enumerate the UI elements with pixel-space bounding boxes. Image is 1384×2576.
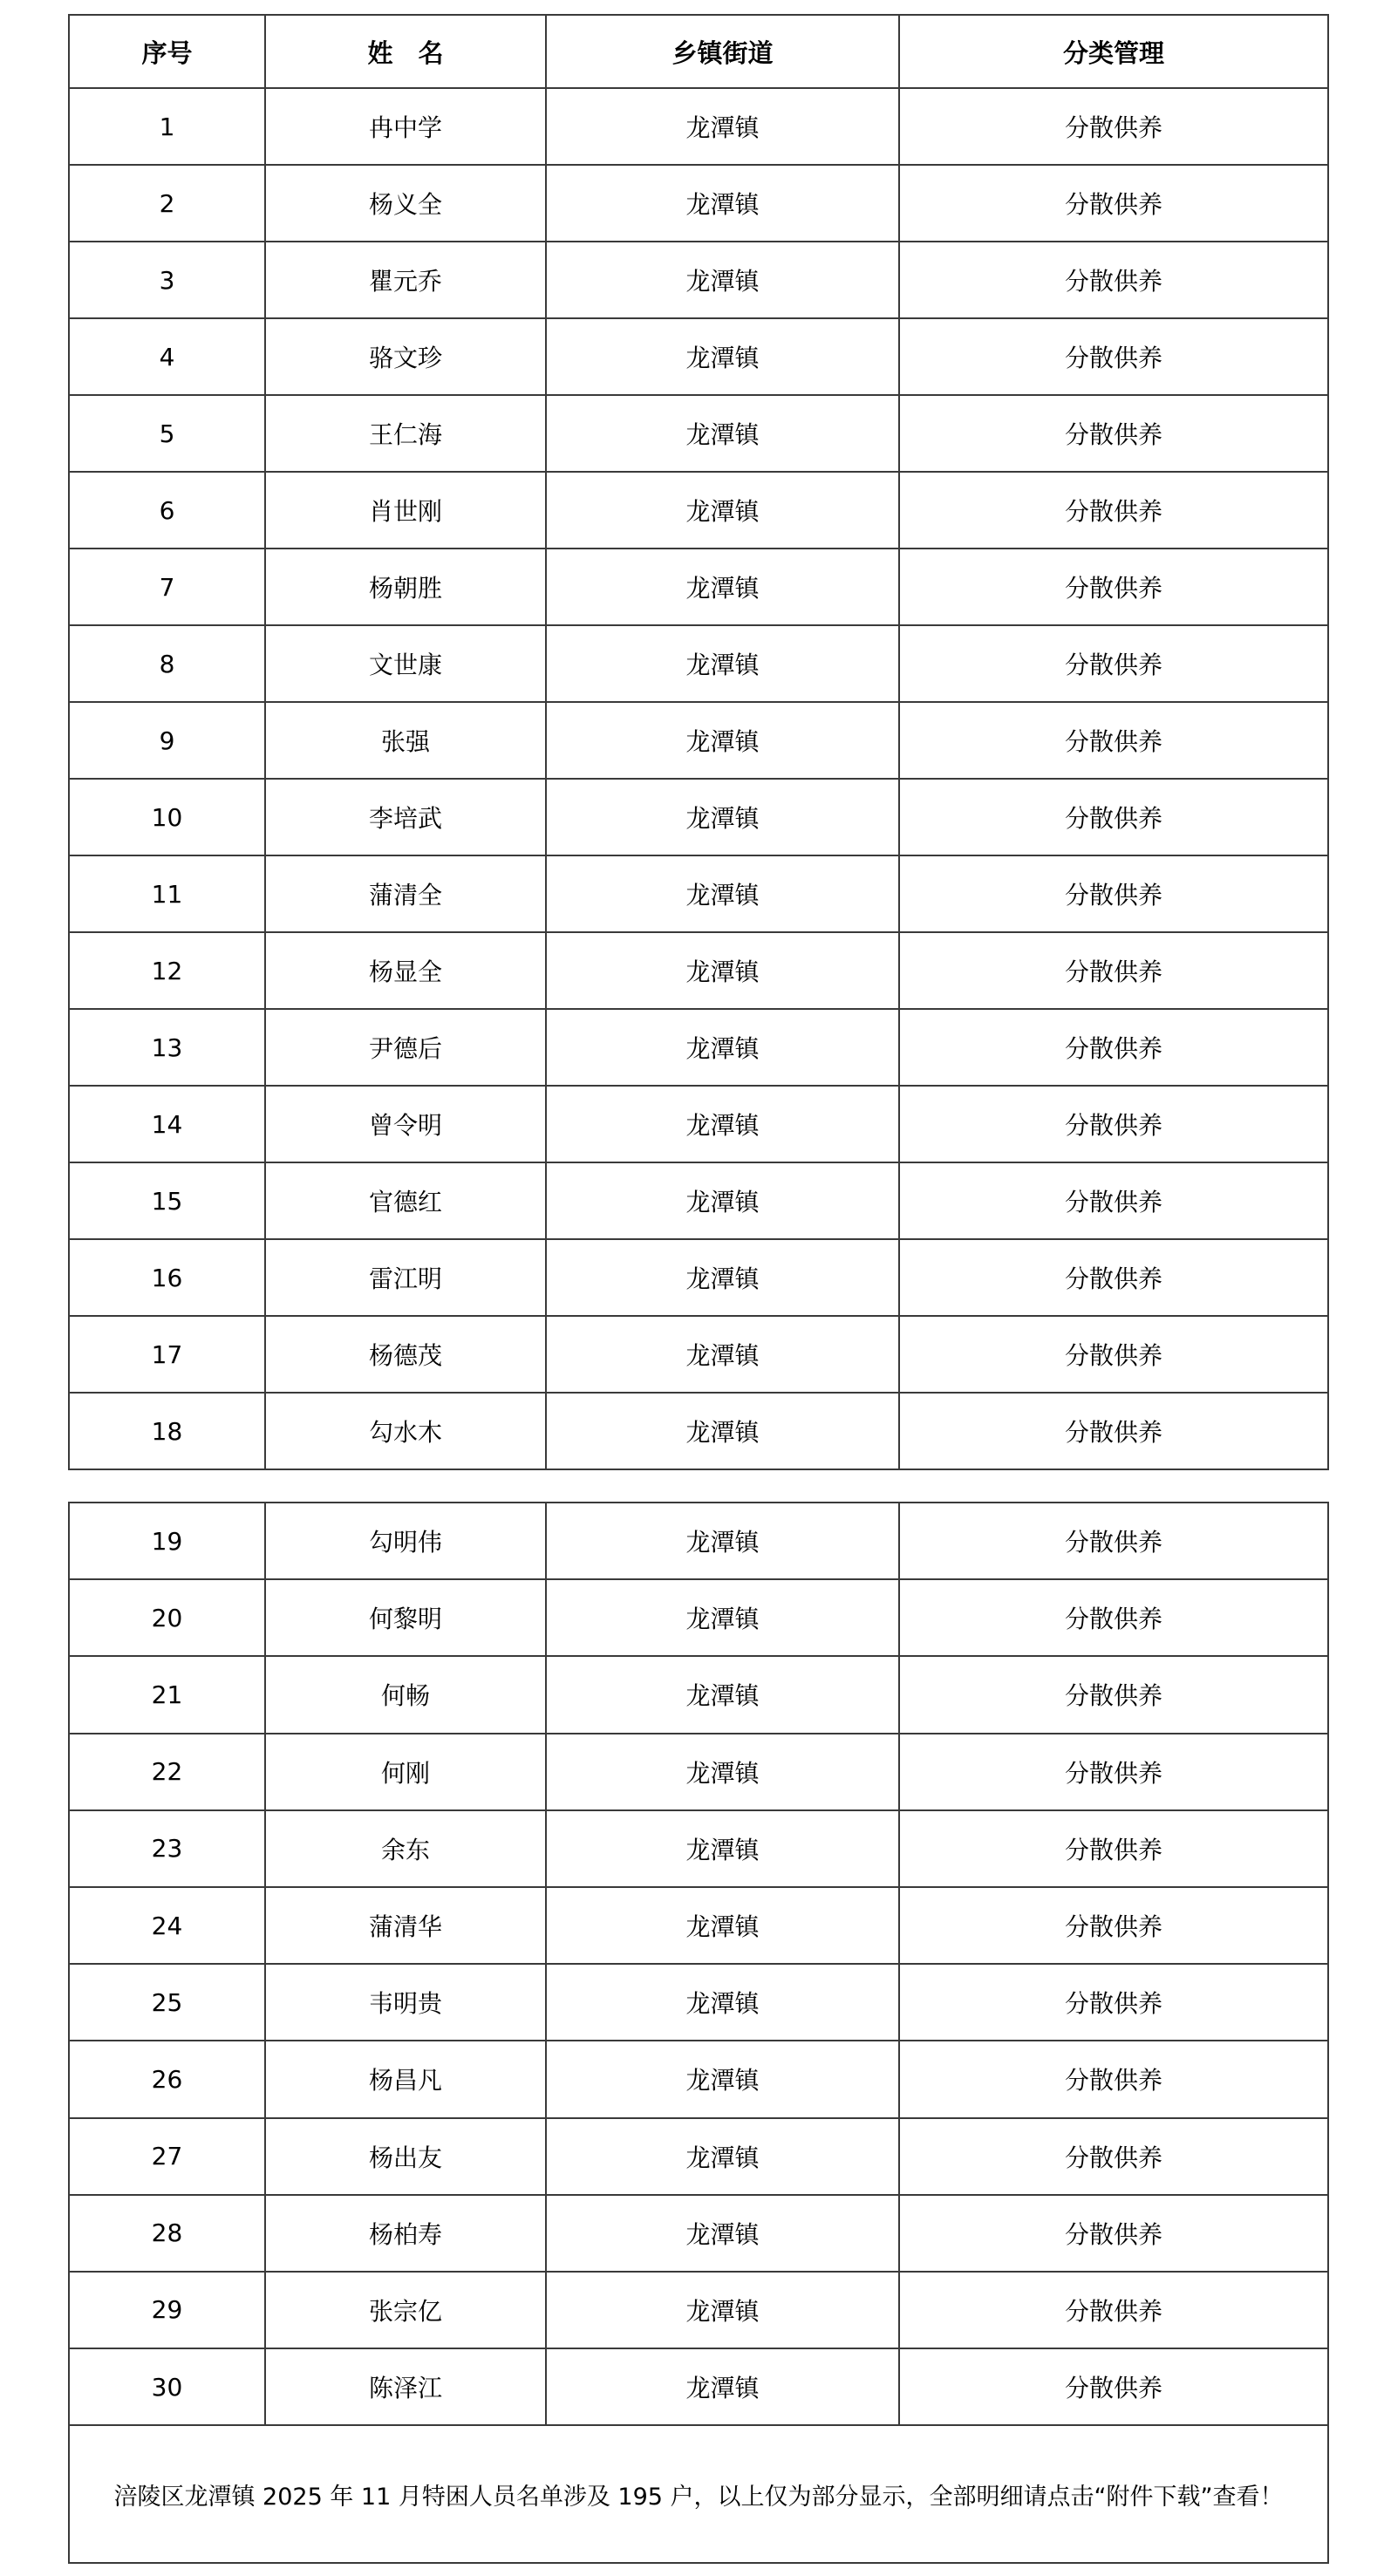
cell-name: 杨德茂 (265, 1316, 546, 1393)
cell-category: 分散供养 (899, 1964, 1328, 2041)
cell-index: 18 (69, 1393, 265, 1469)
cell-index: 7 (69, 549, 265, 625)
cell-category: 分散供养 (899, 472, 1328, 549)
cell-name: 瞿元乔 (265, 242, 546, 318)
cell-index: 12 (69, 932, 265, 1009)
table-row (69, 2041, 1328, 2117)
cell-town: 龙潭镇 (546, 1887, 899, 1964)
table-row (69, 702, 1328, 779)
table-row (69, 472, 1328, 549)
cell-name: 官德红 (265, 1162, 546, 1239)
cell-name: 杨出友 (265, 2118, 546, 2195)
cell-index: 26 (69, 2041, 265, 2117)
table-row (69, 1316, 1328, 1393)
table-row (69, 1239, 1328, 1316)
cell-town: 龙潭镇 (546, 2272, 899, 2348)
cell-index: 22 (69, 1734, 265, 1810)
footnote-row (69, 2425, 1328, 2563)
cell-category: 分散供养 (899, 855, 1328, 932)
cell-town: 龙潭镇 (546, 1239, 899, 1316)
cell-town: 龙潭镇 (546, 2348, 899, 2425)
cell-index: 1 (69, 88, 265, 165)
cell-town: 龙潭镇 (546, 1503, 899, 1579)
cell-name: 杨显全 (265, 932, 546, 1009)
table-row (69, 88, 1328, 165)
cell-town: 龙潭镇 (546, 932, 899, 1009)
table-row (69, 932, 1328, 1009)
cell-category: 分散供养 (899, 88, 1328, 165)
table-row (69, 1162, 1328, 1239)
cell-category: 分散供养 (899, 1810, 1328, 1887)
table-row (69, 1393, 1328, 1469)
cell-name: 肖世刚 (265, 472, 546, 549)
cell-category: 分散供养 (899, 625, 1328, 702)
table-row (69, 242, 1328, 318)
cell-name: 勾明伟 (265, 1503, 546, 1579)
cell-town: 龙潭镇 (546, 1393, 899, 1469)
cell-index: 21 (69, 1656, 265, 1733)
cell-index: 4 (69, 318, 265, 395)
cell-town: 龙潭镇 (546, 88, 899, 165)
cell-name: 何畅 (265, 1656, 546, 1733)
cell-index: 19 (69, 1503, 265, 1579)
cell-town: 龙潭镇 (546, 1964, 899, 2041)
cell-name: 蒲清华 (265, 1887, 546, 1964)
cell-name: 骆文珍 (265, 318, 546, 395)
cell-index: 2 (69, 165, 265, 242)
header-index: 序号 (69, 15, 265, 88)
cell-town: 龙潭镇 (546, 1734, 899, 1810)
cell-town: 龙潭镇 (546, 625, 899, 702)
header-name: 姓 名 (265, 15, 546, 88)
cell-name: 张宗亿 (265, 2272, 546, 2348)
table-row (69, 2272, 1328, 2348)
table-header-row (69, 15, 1328, 88)
table-row (69, 1503, 1328, 1579)
cell-index: 25 (69, 1964, 265, 2041)
cell-name: 杨义全 (265, 165, 546, 242)
cell-name: 张强 (265, 702, 546, 779)
cell-town: 龙潭镇 (546, 1162, 899, 1239)
cell-index: 3 (69, 242, 265, 318)
cell-index: 28 (69, 2195, 265, 2272)
cell-name: 勾水木 (265, 1393, 546, 1469)
cell-town: 龙潭镇 (546, 2041, 899, 2117)
cell-town: 龙潭镇 (546, 2195, 899, 2272)
cell-index: 29 (69, 2272, 265, 2348)
cell-index: 24 (69, 1887, 265, 1964)
cell-town: 龙潭镇 (546, 702, 899, 779)
cell-category: 分散供养 (899, 242, 1328, 318)
table-row (69, 318, 1328, 395)
cell-town: 龙潭镇 (546, 779, 899, 855)
cell-category: 分散供养 (899, 2195, 1328, 2272)
table-row (69, 165, 1328, 242)
cell-town: 龙潭镇 (546, 1316, 899, 1393)
cell-town: 龙潭镇 (546, 2118, 899, 2195)
cell-category: 分散供养 (899, 1239, 1328, 1316)
cell-category: 分散供养 (899, 1734, 1328, 1810)
cell-category: 分散供养 (899, 2272, 1328, 2348)
table-row (69, 549, 1328, 625)
cell-category: 分散供养 (899, 1316, 1328, 1393)
cell-category: 分散供养 (899, 1579, 1328, 1656)
cell-name: 王仁海 (265, 395, 546, 472)
cell-category: 分散供养 (899, 165, 1328, 242)
cell-category: 分散供养 (899, 1887, 1328, 1964)
cell-name: 雷江明 (265, 1239, 546, 1316)
cell-category: 分散供养 (899, 1503, 1328, 1579)
table-row (69, 395, 1328, 472)
table-row (69, 1579, 1328, 1656)
cell-name: 冉中学 (265, 88, 546, 165)
table-row (69, 2118, 1328, 2195)
cell-name: 蒲清全 (265, 855, 546, 932)
table-row (69, 2348, 1328, 2425)
cell-town: 龙潭镇 (546, 472, 899, 549)
cell-index: 23 (69, 1810, 265, 1887)
table-row (69, 625, 1328, 702)
cell-name: 李培武 (265, 779, 546, 855)
cell-name: 杨朝胜 (265, 549, 546, 625)
cell-index: 17 (69, 1316, 265, 1393)
header-category: 分类管理 (899, 15, 1328, 88)
cell-town: 龙潭镇 (546, 1810, 899, 1887)
cell-category: 分散供养 (899, 549, 1328, 625)
cell-index: 11 (69, 855, 265, 932)
cell-index: 10 (69, 779, 265, 855)
cell-name: 余东 (265, 1810, 546, 1887)
cell-town: 龙潭镇 (546, 1579, 899, 1656)
cell-category: 分散供养 (899, 932, 1328, 1009)
cell-name: 曾令明 (265, 1086, 546, 1162)
cell-name: 韦明贵 (265, 1964, 546, 2041)
cell-index: 9 (69, 702, 265, 779)
table-row (69, 855, 1328, 932)
cell-index: 15 (69, 1162, 265, 1239)
cell-category: 分散供养 (899, 318, 1328, 395)
cell-category: 分散供养 (899, 1393, 1328, 1469)
cell-name: 尹德后 (265, 1009, 546, 1086)
cell-index: 27 (69, 2118, 265, 2195)
cell-category: 分散供养 (899, 702, 1328, 779)
cell-category: 分散供养 (899, 2041, 1328, 2117)
cell-index: 30 (69, 2348, 265, 2425)
cell-town: 龙潭镇 (546, 1656, 899, 1733)
cell-name: 陈泽江 (265, 2348, 546, 2425)
roster-table-part-1 (68, 14, 1329, 1470)
table-row (69, 779, 1328, 855)
table-row (69, 2195, 1328, 2272)
table-row (69, 1656, 1328, 1733)
cell-name: 杨昌凡 (265, 2041, 546, 2117)
cell-index: 8 (69, 625, 265, 702)
footnote-text: 涪陵区龙潭镇 2025 年 11 月特困人员名单涉及 195 户，以上仅为部分显示，全部明细请点击“附件下载”查看！ (69, 2425, 1328, 2563)
roster-table-part-2 (68, 1502, 1329, 2564)
cell-town: 龙潭镇 (546, 242, 899, 318)
cell-town: 龙潭镇 (546, 395, 899, 472)
cell-index: 20 (69, 1579, 265, 1656)
cell-index: 13 (69, 1009, 265, 1086)
cell-town: 龙潭镇 (546, 318, 899, 395)
cell-category: 分散供养 (899, 1086, 1328, 1162)
cell-category: 分散供养 (899, 2118, 1328, 2195)
cell-category: 分散供养 (899, 2348, 1328, 2425)
table-row (69, 1887, 1328, 1964)
cell-index: 16 (69, 1239, 265, 1316)
cell-name: 杨柏寿 (265, 2195, 546, 2272)
cell-town: 龙潭镇 (546, 549, 899, 625)
cell-category: 分散供养 (899, 1009, 1328, 1086)
cell-category: 分散供养 (899, 779, 1328, 855)
cell-index: 6 (69, 472, 265, 549)
cell-name: 何刚 (265, 1734, 546, 1810)
table-row (69, 1734, 1328, 1810)
table-row (69, 1964, 1328, 2041)
table-row (69, 1810, 1328, 1887)
cell-town: 龙潭镇 (546, 165, 899, 242)
cell-category: 分散供养 (899, 1162, 1328, 1239)
cell-index: 5 (69, 395, 265, 472)
table-row (69, 1086, 1328, 1162)
cell-category: 分散供养 (899, 1656, 1328, 1733)
cell-index: 14 (69, 1086, 265, 1162)
table-row (69, 1009, 1328, 1086)
cell-town: 龙潭镇 (546, 855, 899, 932)
cell-name: 何黎明 (265, 1579, 546, 1656)
cell-town: 龙潭镇 (546, 1086, 899, 1162)
cell-category: 分散供养 (899, 395, 1328, 472)
header-town: 乡镇街道 (546, 15, 899, 88)
cell-name: 文世康 (265, 625, 546, 702)
cell-town: 龙潭镇 (546, 1009, 899, 1086)
